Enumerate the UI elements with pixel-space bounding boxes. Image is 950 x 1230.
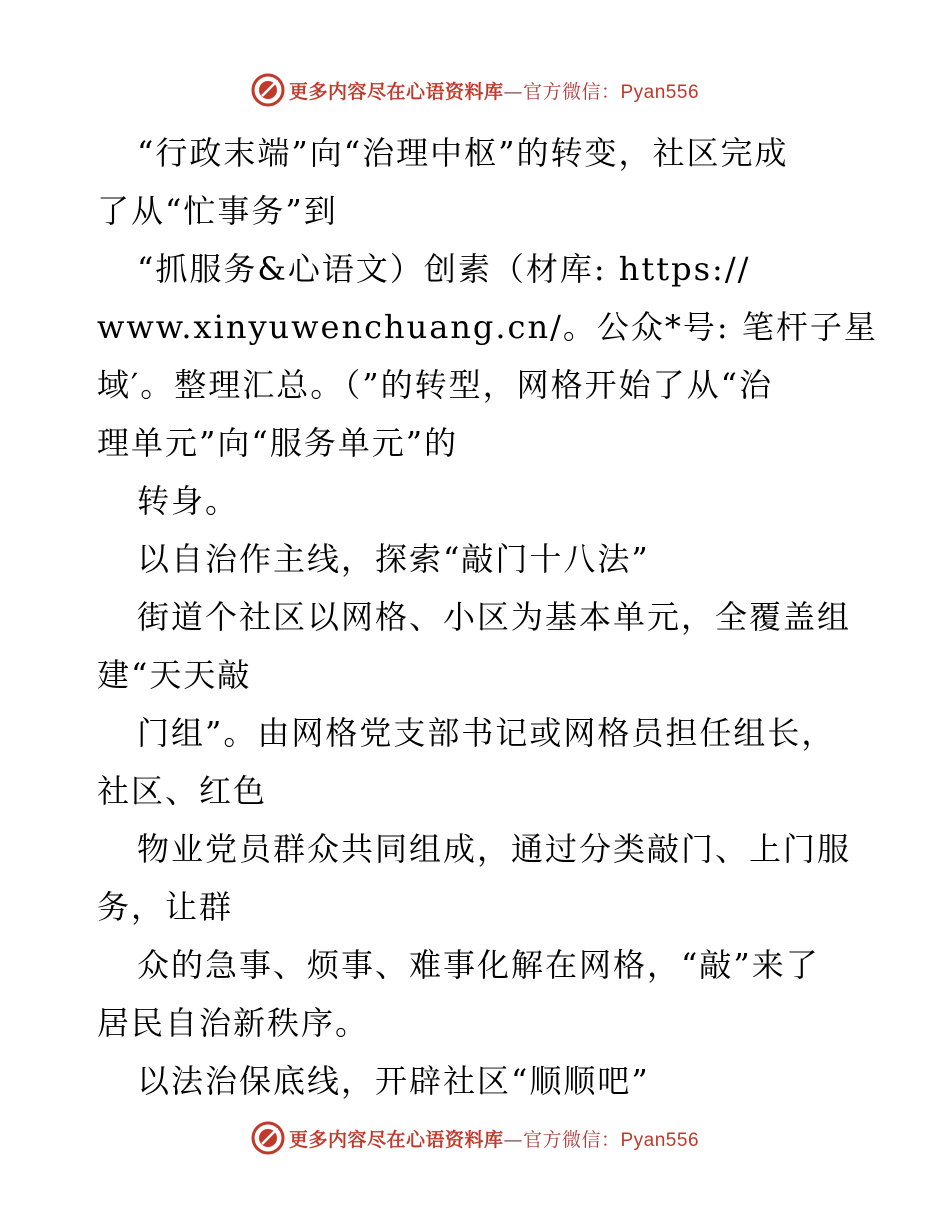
document-body <box>97 124 878 1110</box>
brand-logo-icon <box>251 73 285 107</box>
text-line: 街道个社区以网格、小区为基本单元，全覆盖组 <box>137 598 852 636</box>
banner-brand: 更多内容尽在心语资料库 <box>288 1128 504 1151</box>
banner-wechat-label: 官方微信： <box>522 80 621 103</box>
text-line: “抓服务&心语文）创素（材库: https:// <box>137 250 751 288</box>
banner-wechat-id: Pyan556 <box>620 81 700 103</box>
text-line: “行政末端”向“治理中枢”的转变，社区完成 <box>137 134 789 172</box>
banner-separator: — <box>503 1128 523 1151</box>
banner-brand: 更多内容尽在心语资料库 <box>288 80 504 103</box>
text-line: 务，让群 <box>97 888 234 926</box>
brand-logo-icon <box>251 1121 285 1155</box>
text-line: 居民自治新秩序。 <box>97 1004 370 1042</box>
text-line: 建“天天敲 <box>97 656 252 694</box>
text-line: 物业党员群众共同组成，通过分类敲门、上门服 <box>137 830 852 868</box>
text-line: 社区、红色 <box>97 772 268 810</box>
text-line: www.xinyuwenchuang.cn/。公众*号: 笔杆子星 <box>97 308 878 346</box>
text-line: 门组”。由网格党支部书记或网格员担任组长， <box>137 714 836 752</box>
banner-text <box>289 77 699 104</box>
banner-wechat-id: Pyan556 <box>620 1129 700 1151</box>
text-line: 以自治作主线，探索“敲门十八法” <box>137 540 650 578</box>
banner-wechat-label: 官方微信： <box>522 1128 621 1151</box>
text-line: 转身。 <box>137 482 240 520</box>
header-banner <box>0 70 950 110</box>
text-line: 众的急事、烦事、难事化解在网格，“敲”来了 <box>137 946 820 984</box>
text-line: 理单元”向“服务单元”的 <box>97 424 459 462</box>
banner-text <box>289 1125 699 1152</box>
footer-banner <box>0 1118 950 1158</box>
text-line: 以法治保底线，开辟社区“顺顺吧” <box>137 1062 650 1100</box>
banner-separator: — <box>503 80 523 103</box>
text-line: 域′。整理汇总。（”的转型，网格开始了从“治 <box>97 366 773 404</box>
text-line: 了从“忙事务”到 <box>97 192 338 230</box>
